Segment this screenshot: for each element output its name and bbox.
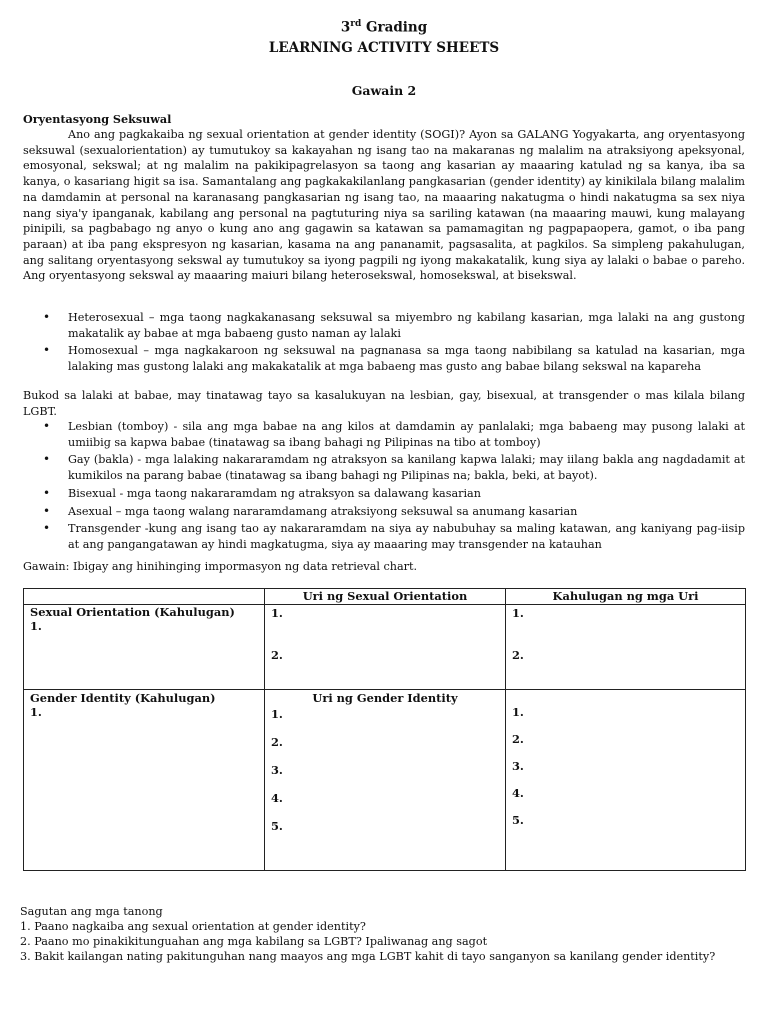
answer-number: 3. xyxy=(512,759,524,773)
grading-suffix: rd xyxy=(350,19,362,29)
questions-heading: Sagutan ang mga tanong xyxy=(20,905,163,918)
answer-number: 1. xyxy=(271,707,283,721)
document-title: LEARNING ACTIVITY SHEETS xyxy=(268,40,500,56)
list-item-asexual: • Asexual – mga taong walang nararamdamang atraksiyong seksuwal sa anumang kasarian xyxy=(23,504,745,520)
answer-number: 5. xyxy=(512,813,524,827)
table-header-row xyxy=(24,589,746,605)
row-label: Gender Identity (Kahulugan) xyxy=(30,691,216,705)
activity-title: Gawain 2 xyxy=(351,83,417,98)
list-item-lesbian: • Lesbian (tomboy) - sila ang mga babae na ang kilos at damdamin ay panlalaki; mga babaeng may pusong lalaki at umiibig sa kapwa babae (tinatawag sa ibang bahagi ng Pilipinas na tibo at tomboy) xyxy=(23,419,745,450)
answer-number: 5. xyxy=(271,819,283,833)
row-number: 1. xyxy=(30,705,42,719)
grading-heading xyxy=(0,19,768,36)
table-row xyxy=(24,690,746,871)
row-number: 1. xyxy=(30,619,42,633)
header-cell-orientation-types: Uri ng Sexual Orientation xyxy=(265,589,506,605)
list-item-homosexual: • Homosexual – mga nagkakaroon ng seksuwal na pagnanasa sa mga taong nabibilang sa katulad na kasarian, mga lalaking mas gustong lalaki ang makakatalik at mga babaeng mas gusto ang babae bilang sekswal na kapareha xyxy=(23,343,745,374)
grading-word: Grading xyxy=(365,19,428,36)
row-label-cell xyxy=(24,690,265,871)
section-heading: Oryentasyong Seksuwal xyxy=(23,112,172,126)
table-row xyxy=(24,605,746,690)
intro-paragraph: Ano ang pagkakaiba ng sexual orientation at gender identity (SOGI)? Ayon sa GALANG Yogyakarta, ang oryentasyong seksuwal (sexualorientation) ay tumutukoy sa kakayahan ng isang tao na makaranas ng malalim na atraksiyong apeksyonal, emosyonal, sekswal; at ng malalim na pakikipagrelasyon sa taong ang kasarian ay maaaring katulad ng sa kanya, iba sa kanya, o kasariang higit sa isa. Samantalang ang pagkakakilanlang pangkasarian (gender identity) ay kinikilala bilang malalim na damdamin at personal na karanasang pangkasarian ng isang tao, na maaaring nakatugma o hindi nakatugma sa sex niya nang siya'y ipanganak, kabilang ang personal na pagtuturing niya sa sariling katawan (na maaaring mauwi, kung malayang pinipili, sa pagbabago ng anyo o kung ano ang gagawin sa katawan sa pamamagitan ng pagpapaopera, gamot, o iba pang paraan) at iba pang ekspresyon ng kasarian, kasama na ang pananamit, pagsasalita, at pagkilos. Sa simpleng pakahulugan, ang salitang oryentasyong sekswal ay tumutukoy sa iyong pagpili ng iyong makakatalik, kung siya ay lalaki o babae o pareho. Ang oryentasyong sekswal ay maaaring maiuri bilang heterosekswal, homosekswal, at bisekswal. xyxy=(23,128,745,283)
data-retrieval-chart xyxy=(23,588,746,871)
answer-number: 1. xyxy=(512,705,524,719)
row-label: Sexual Orientation (Kahulugan) xyxy=(30,605,235,619)
list-item-gay: • Gay (bakla) - mga lalaking nakararamdam ng atraksyon sa kanilang kapwa lalaki; may iilang bakla ang nagdadamit at kumikilos na parang babae (tinatawag sa ibang bahagi ng Pilipinas na; bakla, beki, at bayot). xyxy=(23,452,745,483)
answer-number: 2. xyxy=(271,735,283,749)
list-item-heterosexual: • Heterosexual – mga taong nagkakanasang seksuwal sa miyembro ng kabilang kasarian, mga lalaki na ang gustong makatalik ay babae at mga babaeng gusto naman ay lalaki xyxy=(23,310,745,341)
question-1: 1. Paano nagkaiba ang sexual orientation at gender identity? xyxy=(20,920,366,933)
answer-number: 4. xyxy=(271,791,283,805)
question-3: 3. Bakit kailangan nating pakitunguhan nang maayos ang mga LGBT kahit di tayo sanganyon sa kanilang gender identity? xyxy=(20,950,716,963)
header-cell-meanings: Kahulugan ng mga Uri xyxy=(506,589,746,605)
answer-cell[interactable] xyxy=(506,605,746,690)
grading-number: 3 xyxy=(340,19,351,36)
answer-cell[interactable] xyxy=(265,605,506,690)
activity-instruction: Gawain: Ibigay ang hinihinging impormasyon ng data retrieval chart. xyxy=(23,560,418,573)
answer-number: 3. xyxy=(271,763,283,777)
cell-title: Uri ng Gender Identity xyxy=(312,691,458,705)
answer-number: 2. xyxy=(512,648,524,662)
header-cell-empty xyxy=(24,589,265,605)
answer-number: 2. xyxy=(271,648,283,662)
answer-number: 1. xyxy=(512,606,524,620)
answer-number: 4. xyxy=(512,786,524,800)
answer-number: 2. xyxy=(512,732,524,746)
lgbt-intro-paragraph: Bukod sa lalaki at babae, may tinatawag tayo sa kasalukuyan na lesbian, gay, bisexual, at transgender o mas kilala bilang LGBT. xyxy=(23,389,745,418)
answer-number: 1. xyxy=(271,606,283,620)
answer-cell[interactable] xyxy=(265,690,506,871)
orientation-list xyxy=(23,310,745,377)
lgbt-list xyxy=(23,419,745,555)
list-item-transgender: • Transgender -kung ang isang tao ay nakararamdam na siya ay nabubuhay sa maling katawan, ang kaniyang pag-iisip at ang pangangatawan ay hindi magkatugma, siya ay maaaring may transgender na katauhan xyxy=(23,521,745,552)
question-2: 2. Paano mo pinakikitunguahan ang mga kabilang sa LGBT? Ipaliwanag ang sagot xyxy=(20,935,488,948)
row-label-cell xyxy=(24,605,265,690)
list-item-bisexual: • Bisexual - mga taong nakararamdam ng atraksyon sa dalawang kasarian xyxy=(23,486,745,502)
answer-cell[interactable] xyxy=(506,690,746,871)
